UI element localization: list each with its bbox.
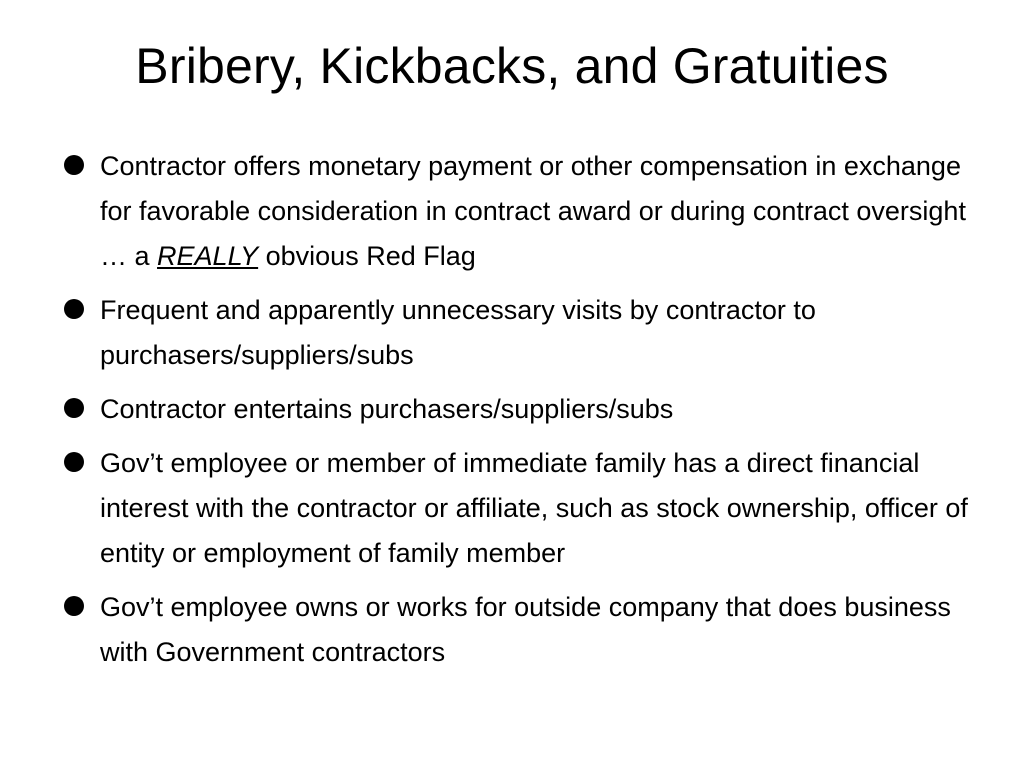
bullet-text-1a: Contractor offers monetary payment or other compensation in exchange for favorable consideration in contract award or during contract oversight … a <box>100 151 966 271</box>
bullet-item-3 <box>62 387 982 432</box>
bullet-item-2 <box>62 288 982 378</box>
bullet-list <box>62 144 982 684</box>
bullet-item-1 <box>62 144 982 279</box>
bullet-dot-icon <box>64 299 84 319</box>
bullet-dot-icon <box>64 452 84 472</box>
bullet-text-1b: obvious Red Flag <box>258 241 476 271</box>
bullet-text-2: Frequent and apparently unnecessary visits by contractor to purchasers/suppliers/subs <box>100 295 816 370</box>
bullet-dot-icon <box>64 398 84 418</box>
bullet-emphasis-really: REALLY <box>157 241 259 271</box>
bullet-item-4 <box>62 441 982 576</box>
bullet-dot-icon <box>64 155 84 175</box>
bullet-item-5 <box>62 585 982 675</box>
bullet-text-3: Contractor entertains purchasers/suppliers/subs <box>100 394 674 424</box>
bullet-dot-icon <box>64 596 84 616</box>
slide-title: Bribery, Kickbacks, and Gratuities <box>135 38 889 94</box>
bullet-text-5: Gov’t employee owns or works for outside company that does business with Government contractors <box>100 592 951 667</box>
bullet-text-4: Gov’t employee or member of immediate family has a direct financial interest with the contractor or affiliate, such as stock ownership, officer of entity or employment of family member <box>100 448 968 568</box>
